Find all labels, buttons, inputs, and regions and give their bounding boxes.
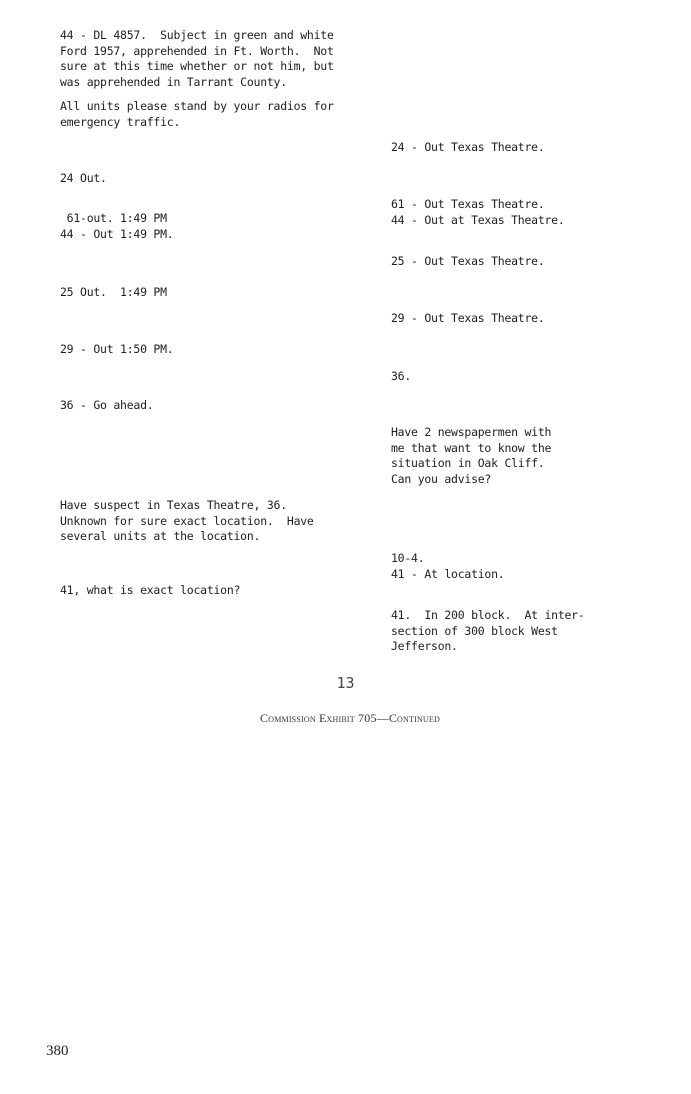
transcript-line: 44 - Out 1:49 PM. bbox=[60, 226, 174, 241]
transmission-block bbox=[60, 498, 314, 545]
transmission-block bbox=[391, 254, 545, 270]
transcript-line: 41 - At location. bbox=[391, 566, 505, 581]
transcript-line: 44 - DL 4857. Subject in green and white bbox=[60, 28, 334, 42]
transmission-block bbox=[391, 197, 565, 228]
transcript-line: 24 - Out Texas Theatre. bbox=[391, 140, 545, 154]
transcript-line: Unknown for sure exact location. Have bbox=[60, 513, 314, 528]
transcript-line: 29 - Out Texas Theatre. bbox=[391, 311, 545, 325]
transmission-block bbox=[391, 140, 545, 156]
transcript-line: 61 - Out Texas Theatre. bbox=[391, 197, 545, 211]
transcript-line: 41, what is exact location? bbox=[60, 583, 241, 597]
transmission-block bbox=[60, 211, 173, 242]
transcript-line: 41. In 200 block. At inter- bbox=[391, 608, 585, 622]
exhibit-caption: Commission Exhibit 705—Continued bbox=[260, 711, 440, 725]
transcript-line: sure at this time whether or not him, but bbox=[60, 59, 334, 74]
transcript-line: 36. bbox=[391, 369, 412, 383]
transcript-line: Can you advise? bbox=[391, 471, 492, 486]
transmission-block bbox=[391, 369, 411, 385]
transcript-line: me that want to know the bbox=[391, 440, 552, 455]
page-number: 13 bbox=[336, 674, 355, 692]
transcript-line: 25 Out. 1:49 PM bbox=[60, 285, 167, 299]
transmission-block bbox=[60, 99, 334, 130]
transcript-line: 36 - Go ahead. bbox=[60, 398, 154, 412]
transcript-line: 61-out. 1:49 PM bbox=[60, 211, 167, 225]
transcript-line: was apprehended in Tarrant County. bbox=[60, 74, 287, 89]
transmission-block bbox=[60, 28, 334, 90]
transmission-block bbox=[60, 398, 153, 414]
transcript-line: Have 2 newspapermen with bbox=[391, 425, 552, 439]
transmission-block bbox=[391, 311, 545, 327]
transcript-line: 10-4. bbox=[391, 551, 425, 565]
transcript-line: section of 300 block West bbox=[391, 623, 558, 638]
transcript-line: 29 - Out 1:50 PM. bbox=[60, 342, 174, 356]
transcript-line: situation in Oak Cliff. bbox=[391, 456, 545, 471]
folio-number: 380 bbox=[46, 1043, 69, 1059]
transmission-block bbox=[60, 583, 240, 599]
transcript-line: All units please stand by your radios for bbox=[60, 99, 334, 113]
transmission-block bbox=[60, 342, 173, 358]
transcript-line: Have suspect in Texas Theatre, 36. bbox=[60, 498, 287, 512]
transcript-line: 24 Out. bbox=[60, 171, 107, 185]
transcript-line: 44 - Out at Texas Theatre. bbox=[391, 212, 565, 227]
transcript-line: Jefferson. bbox=[391, 639, 458, 654]
transcript-line: 25 - Out Texas Theatre. bbox=[391, 254, 545, 268]
transmission-block bbox=[391, 551, 504, 582]
transmission-block bbox=[60, 171, 107, 187]
transmission-block bbox=[391, 425, 551, 487]
transmission-block bbox=[391, 608, 585, 655]
transcript-line: several units at the location. bbox=[60, 529, 261, 544]
transcript-line: Ford 1957, apprehended in Ft. Worth. Not bbox=[60, 43, 334, 58]
transmission-block bbox=[60, 285, 167, 301]
transcript-line: emergency traffic. bbox=[60, 114, 181, 129]
